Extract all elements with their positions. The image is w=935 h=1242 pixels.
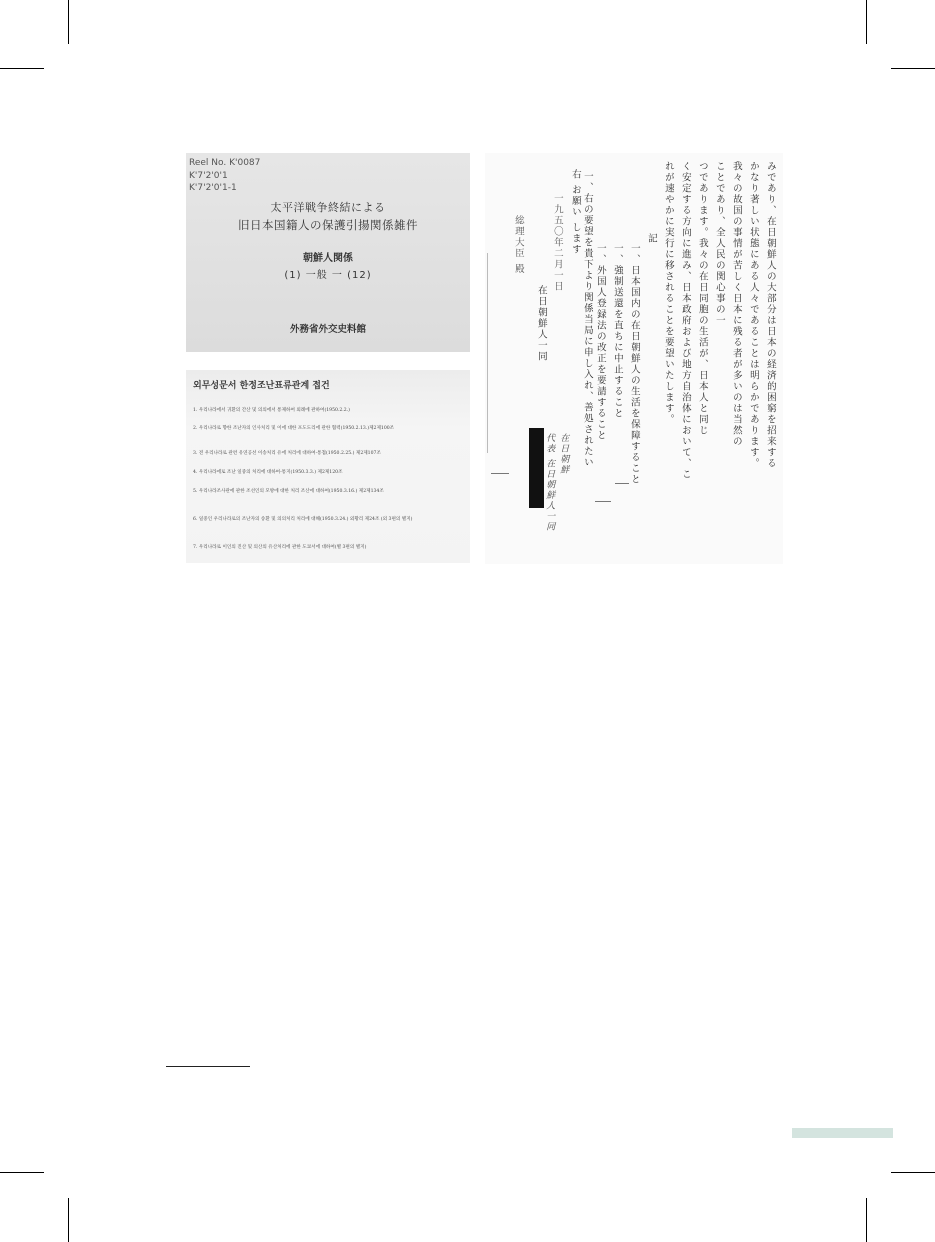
list-item: 4. 우리나라에로 조난 일중의 처리에 대하여-통지(1950.3.3.) 제2제120조 [193,470,343,475]
letter-column: ことであり、全人民の関心事の一 [713,161,725,326]
cover-archive-name: 外務省外交史料館 [289,324,366,335]
letter-closing: 右 お願い します [569,169,581,256]
reel-number-block [189,157,260,195]
list-item: 7. 우리나라로 이인의 진산 및 의산의 유산처리에 관한 도쿄서에 대하여(별 3편의 별지) [193,545,367,550]
crop-mark-bottom-left-h [0,1172,44,1173]
letter-column: れが速やかに実行に移されることを要望いたします。 [662,161,674,425]
reel-line: K'7'2'0'1 [189,170,228,181]
crop-mark-top-left-h [0,68,44,69]
margin-line [487,253,488,453]
letter-column: 一、強制送還を直ちに中止すること [611,243,623,419]
handwritten-letter-photo [485,153,783,564]
crop-mark-top-right-v [866,0,867,44]
cover-title-line1: 太平洋戦争終結による [270,201,386,214]
list-item: 2. 우리나라로 향한 조난자의 인사처리 및 이에 대한 포도도리에 관한 협력(1950.2.13.)제2제100조 [193,426,395,431]
list-item: 3. 전 우리나라로 관련 유연공선 이송처리 유에 처리에 대하여-통첩(1950.2.25.) 제2제107조 [193,451,381,456]
letter-column: 一、日本国内の在日朝鮮人の生活を保障すること [628,243,640,485]
margin-line [615,483,629,484]
cover-title-line2: 旧日本国籍人の保護引揚関係雑件 [238,218,418,232]
list-item: 5. 우리나라조사관에 관한 조선인의 모방에 대한 처리 조산에 대하여(1950.3.16.) 제2제134조 [193,489,384,494]
crop-mark-bottom-right-v [866,1198,867,1242]
margin-line [595,501,611,502]
letter-handwritten-note: 在日朝鮮 [558,433,569,475]
document-list-photo [186,370,470,563]
letter-addressee: 総理大臣 殿 [512,215,524,275]
crop-mark-top-left-v [68,0,69,44]
footnote-rule [166,1066,250,1067]
crop-mark-bottom-right-h [891,1172,935,1173]
cover-subtitle: 朝鮮人関係 [303,253,353,264]
reel-line: Reel No. K'0087 [189,158,261,168]
letter-column: 一、外国人登録法の改正を要請すること [594,243,606,441]
margin-line [491,473,509,474]
letter-handwritten-note: 代表 在日朝鮮人一同 [544,433,555,532]
letter-column: く安定する方向に進み、日本政府および地方自治体において、こ [679,161,691,480]
letter-column: かなり著しい状態にある人々であることは明らかであります。 [747,161,759,469]
reel-line: K'7'2'0'1-1 [189,183,237,193]
letter-section-mark: 記 [645,233,657,244]
letter-column: 我々の故国の事情が苦しく日本に残る者が多いのは当然の [730,161,742,447]
crop-mark-top-right-h [891,68,935,69]
list-heading: 외무성문서 한정조난표류관계 접건 [193,381,330,391]
cover-volume: (1) 一般 一 (12) [284,270,372,281]
letter-date: 一九五〇年二月一日 [551,193,563,292]
list-item: 1. 우리나라에서 귀환의 간산 및 의의에서 통제하여 외례에 관하여(1950.2.2.) [193,408,350,413]
crop-mark-bottom-left-v [68,1198,69,1242]
archive-cover-photo [186,153,470,352]
letter-column: つであります。我々の在日同胞の生活が、日本人と同じ [696,161,708,436]
letter-column: 一、右の要望を貴下より関係当局に申し入れ、善処されたい [581,171,593,468]
letter-column: みであり、在日朝鮮人の大部分は日本の経済的困窮を招来する [764,161,776,469]
redaction-block [529,428,544,508]
page-tab-bar [792,1128,893,1138]
list-item: 6. 일중인 우리나라로의 조난자의 송환 및 의의처리 처리에 대해(1950.3.24.) 외황리 제24조 (외 3편의 별지) [193,517,413,522]
letter-sender: 在日朝鮮人一同 [535,285,547,362]
